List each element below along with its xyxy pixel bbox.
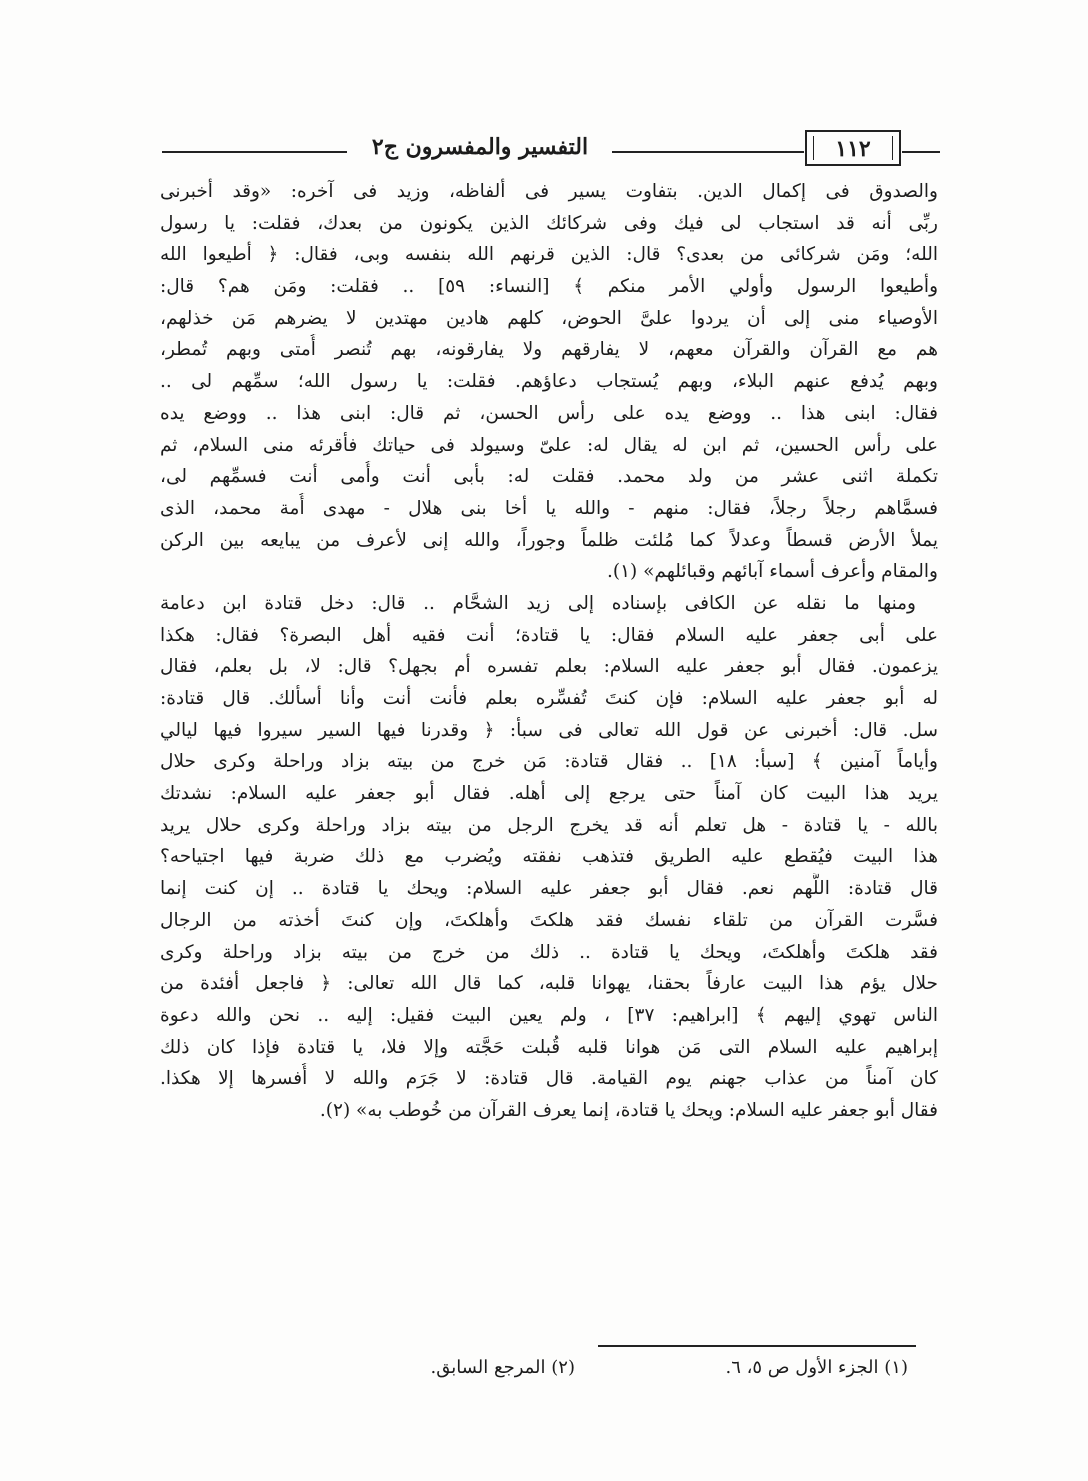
text-line: له أبو جعفر عليه السلام: فإن كنتَ تُفسِّره بعلم فأنت أنت وأنا أسألك. قال قتادة: [160,688,938,709]
text-line: والمقام وأعرف أسماء آبائهم وقبائلهم» (١). [606,561,938,583]
header-rule-middle [612,151,804,153]
text-line: يزعمون. فقال أبو جعفر عليه السلام: بعلم تفسره أم بجهل؟ قال: لا، بل بعلم، فقال [160,656,938,678]
text-line: يملأ الأرض قسطاً وعدلاً كما مُلئت ظلماً وجوراً، والله إنى لأعرف من يبايعه بين الركن [160,529,938,551]
text-line: على أبى جعفر عليه السلام فقال: يا قتادة؛ أنت فقيه أهل البصرة؟ فقال: هكذا [160,624,938,646]
text-line: كان آمناً من عذاب جهنم يوم القيامة. قال قتادة: لا جَرَم والله لا أُفسرها إلا هكذا. [160,1068,938,1090]
text-line: الأوصياء منى إلى أن يردوا علىَّ الحوض، كلهم هادين مهتدين لا يضرهم مَن خذلهم، [160,307,938,329]
text-line: بالله - يا قتادة - هل تعلم أنه قد يخرج الرجل من بيته بزاد وراحلة وكرى حلال يريد [160,814,938,836]
text-line: الناس تهوي إليهم ﴾ [ابراهيم: ٣٧] ، ولم يعين البيت فقيل: إليه .. نحن والله دعوة [160,1004,938,1026]
text-line: فسَّرت القرآن من تلقاء نفسك فقد هلكتَ وأهلكتَ، وإن كنتَ أخذته من الرجال [160,909,938,931]
text-line: هذا البيت فيُقطع عليه الطريق فتذهب نفقته ويُضرب مع ذلك ضربة فيها اجتياحه؟ [160,846,938,868]
page-number: ١١٢ [805,130,901,166]
text-line: وأطيعوا الرسول وأولي الأمر منكم ﴾ [النساء: ٥٩] .. فقلت: ومَن هم؟ قال: [160,276,938,298]
text-line: فقال أبو جعفر عليه السلام: ويحك يا قتادة، إنما يعرف القرآن من خُوطب به» (٢). [319,1099,938,1121]
text-line: سل. قال: أخبرنى عن قول الله تعالى فى سبأ: ﴿ وقدرنا فيها السير سيروا فيها ليالي [160,719,938,741]
footnote-2: (٢) المرجع السابق. [430,1357,575,1378]
text-line: ومنها ما نقله عن الكافى بإسناده إلى زيد الشحَّام .. قال: دخل قتادة ابن دعامة [160,592,916,614]
text-line: يريد هذا البيت كان آمناً حتى يرجع إلى أهله. فقال أبو جعفر عليه السلام: نشدتك [160,783,938,805]
text-line: هم مع القرآن والقرآن معهم، لا يفارقهم ولا يفارقونه، بهم تُنصر أُمتى وبهم تُمطر، [160,339,938,361]
text-line: فقال: ابنى هذا .. ووضع يده على رأس الحسن، ثم قال: ابنى هذا .. ووضع يده [160,402,938,424]
text-line: ربِّى أنه قد استجاب لى فيك وفى شركائك الذين يكونون من بعدك، فقلت: يا رسول [160,212,938,234]
running-title: التفسير والمفسرون ج٢ [371,134,589,160]
text-line: فقد هلكتَ وأهلكتَ، ويحك يا قتادة .. ذلك من خرج من بيته بزاد وراحلة وكرى [160,941,938,963]
text-line: حلال يؤم هذا البيت عارفاً بحقنا، يهوانا قلبه، كما قال الله تعالى: ﴿ فاجعل أفئدة من [160,973,938,995]
text-line: تكملة اثنى عشر من ولد محمد. فقلت له: بأبى أنت وأُمى أنت فسمِّهم لى، [160,466,938,488]
page-header [150,130,940,170]
text-line: فسمَّاهم رجلاً رجلاً، فقال: منهم - والله يا أخا بنى هلال - مهدى أُمة محمد، الذى [160,497,938,519]
text-line: وبهم يُدفع عنهم البلاء، وبهم يُستجاب دعاؤهم. فقلت: يا رسول الله؛ سمِّهم لى .. [160,371,938,393]
text-line: إبراهيم عليه السلام التى مَن هوانا قلبه قُبلت حَجَّته وإلا فلا، يا قتادة فإذا كان ذلك [160,1036,938,1058]
footnote-1: (١) الجزء الأول ص ٥، ٦. [725,1357,908,1378]
text-line: قال قتادة: اللَّهم نعم. فقال أبو جعفر عليه السلام: ويحك يا قتادة .. إن كنت إنما [160,878,938,900]
text-line: على رأس الحسين، ثم ابن له يقال له: علىّ وسيولد فى حياتك فأقرئه منى السلام، ثم [160,434,938,456]
footnote-separator [598,1345,916,1347]
text-line: الله؛ ومَن شركائى من بعدى؟ قال: الذين قرنهم الله بنفسه وبى، فقال: ﴿ أطيعوا الله [160,244,938,266]
header-rule-right [902,151,940,153]
text-line: والصدوق فى إكمال الدين. بتفاوت يسير فى ألفاظه، وزيد فى آخره: «وقد أخبرنى [160,181,938,202]
text-line: وأياماً آمنين ﴾ [سبأ: ١٨] .. فقال قتادة: مَن خرج من بيته بزاد وراحلة وكرى حلال [160,751,938,773]
main-text [160,176,938,1127]
header-rule-left [162,151,347,153]
